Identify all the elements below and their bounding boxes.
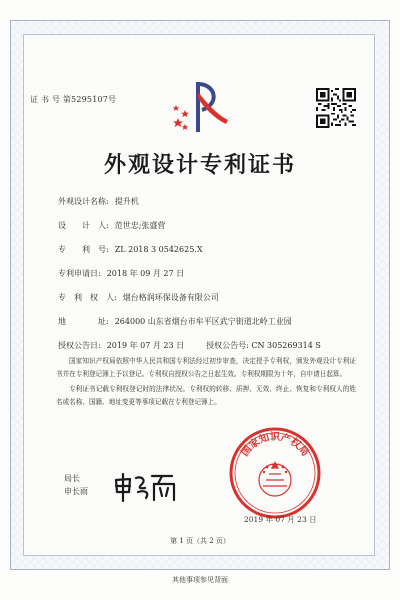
field-application-date — [58, 268, 184, 280]
field-label: 外观设计名称: — [58, 197, 109, 206]
field-value: 烟台格润环保设备有限公司 — [122, 293, 219, 302]
footer-note: 其他事项参见背面 — [172, 576, 228, 584]
field-patent-number — [58, 244, 203, 256]
field-designer — [58, 220, 165, 232]
seal-text: 国家知识产权局 — [239, 432, 311, 459]
field-value: 提升机 — [114, 197, 139, 206]
certificate-number: 证 书 号 第5295107号 — [30, 95, 117, 104]
field-label: 授权公告日: — [58, 341, 101, 350]
field-value: 264000 山东省烟台市牟平区武宁街道北岭工业园 — [114, 317, 292, 326]
field-label: 设 计 人: — [58, 221, 109, 230]
page-indicator: 第 1 页（共 2 页） — [170, 537, 230, 545]
field-address — [58, 316, 292, 328]
field-patentee — [58, 292, 219, 304]
field-label: 地 址: — [58, 317, 109, 326]
certificate-body-text — [56, 355, 356, 411]
director-block — [64, 472, 88, 498]
body-paragraph: 专利证书记载专利权登记时的法律状况。专利权的转移、质押、无效、终止、恢复和专利权人的姓名或名称、国籍、地址变更等事项记载在专利登记簿上。 — [56, 385, 356, 406]
director-signature-icon — [112, 470, 182, 504]
field-value: 2019 年 07 月 23 日 — [106, 341, 185, 350]
field-extra-grant-number: 授权公告号: CN 305269314 S — [206, 341, 321, 350]
qr-code-icon — [316, 88, 356, 128]
field-design-name — [58, 196, 139, 208]
seal-date: 2019 年 07 月 23 日 — [244, 515, 317, 524]
field-label: 专 利 号: — [58, 245, 109, 254]
director-title: 局长 — [64, 474, 80, 483]
field-value: ZL 2018 3 0542625.X — [114, 245, 203, 254]
field-label: 专 利 权 人: — [58, 293, 117, 302]
field-value: 范世忠;张盛营 — [114, 221, 166, 230]
body-paragraph: 国家知识产权局依照中华人民共和国专利法经过初步审查，决定授予专利权，颁发外观设计专利证书并在专利登记簿上予以登记。专利权自授权公告之日起生效。专利权期限为十年，自申请日起算。 — [56, 357, 356, 378]
official-seal-icon — [228, 426, 322, 520]
director-name: 申长雨 — [64, 487, 88, 496]
certificate-title: 外观设计专利证书 — [103, 152, 296, 178]
field-value: 2018 年 09 月 27 日 — [106, 269, 185, 278]
patent-office-logo-icon — [168, 74, 232, 138]
field-grant-date — [58, 340, 321, 352]
field-label: 专利申请日: — [58, 269, 101, 278]
